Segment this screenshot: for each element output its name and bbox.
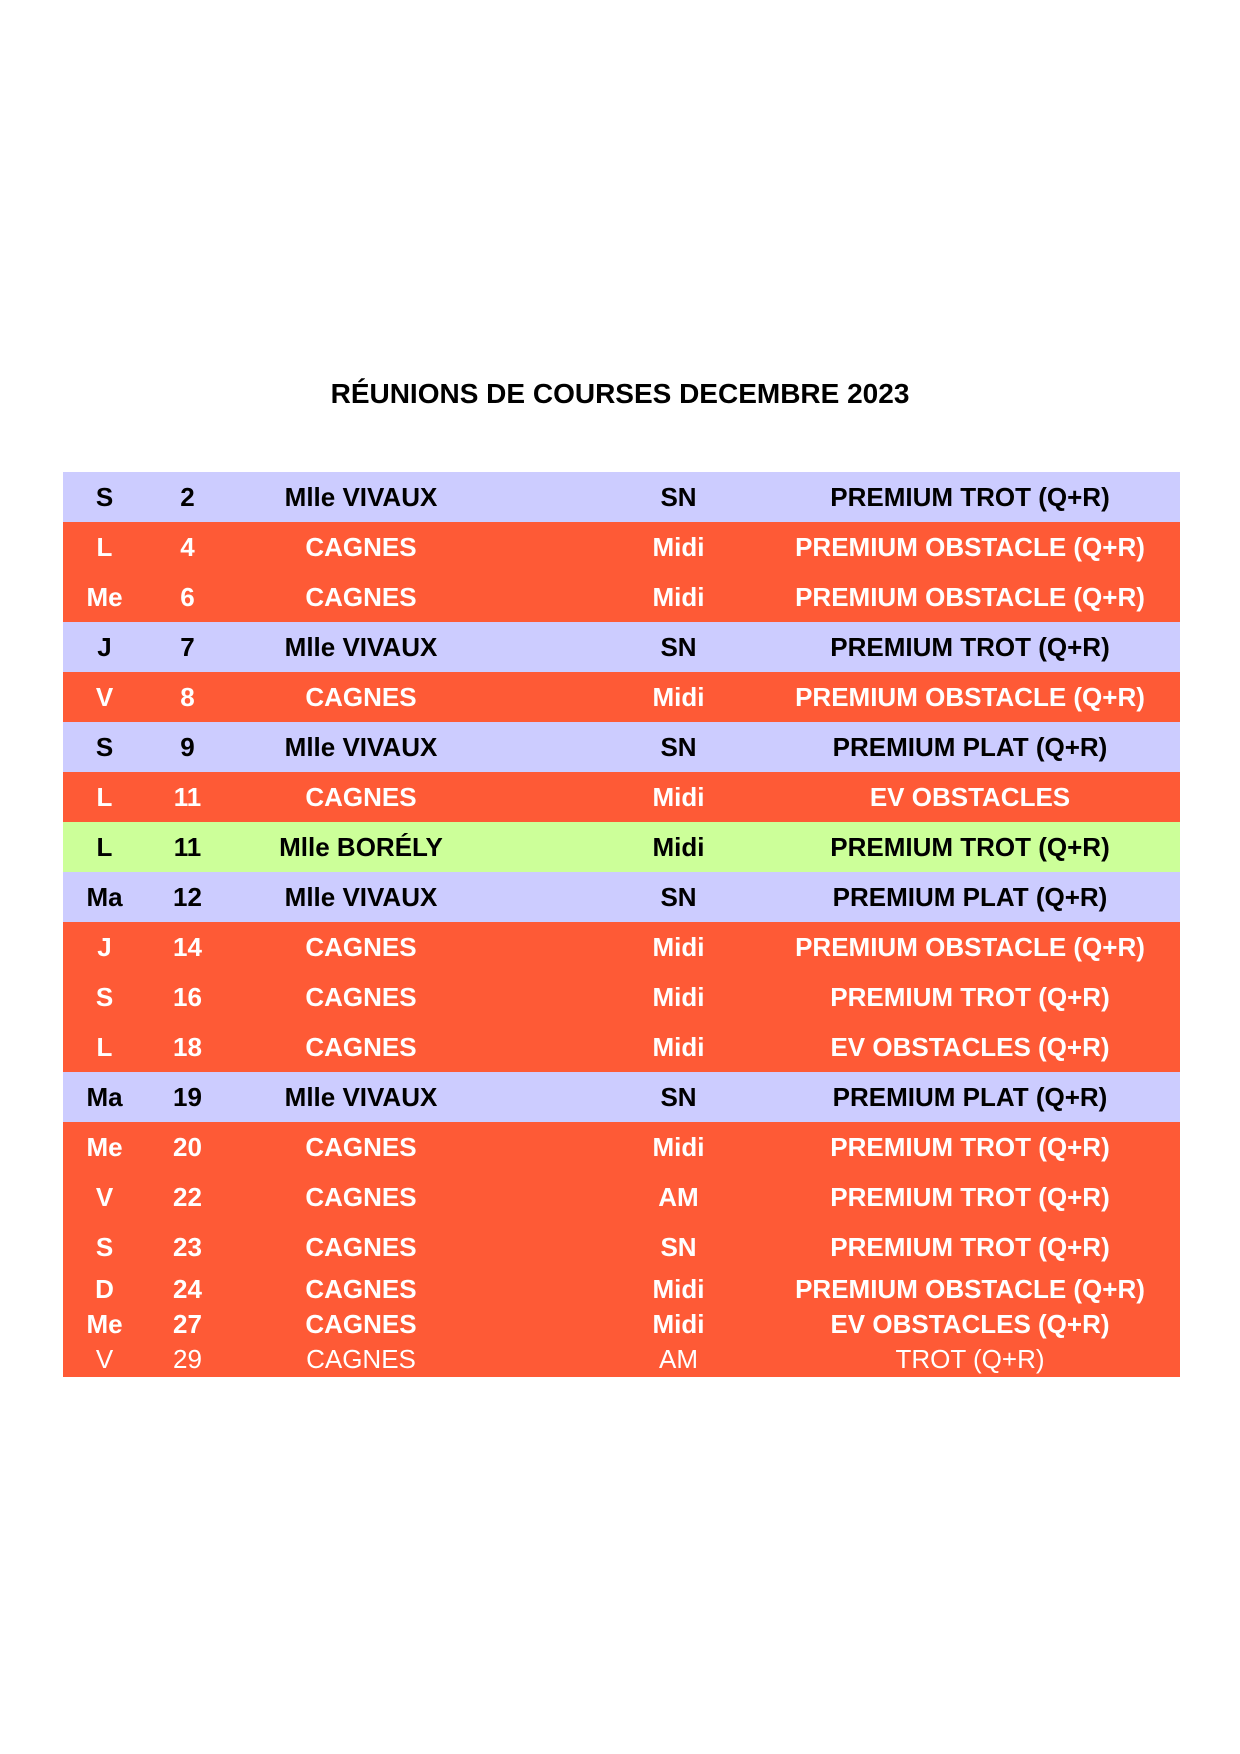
time-cell: AM — [658, 1182, 699, 1212]
day-cell: L — [96, 832, 113, 862]
venue-cell: CAGNES — [305, 682, 417, 712]
venue-cell: Mlle VIVAUX — [284, 1082, 438, 1112]
day-cell: S — [95, 1232, 114, 1262]
venue-cell: CAGNES — [305, 1309, 417, 1339]
venue-cell: CAGNES — [305, 1232, 417, 1262]
table-row — [63, 722, 1180, 772]
time-cell: Midi — [652, 1309, 705, 1339]
race-type-cell: EV OBSTACLES (Q+R) — [830, 1309, 1110, 1339]
day-cell: D — [95, 1274, 114, 1304]
venue-cell: CAGNES — [306, 1344, 416, 1374]
race-type-cell: PREMIUM TROT (Q+R) — [830, 1132, 1110, 1162]
table-row — [63, 622, 1180, 672]
venue-cell: CAGNES — [305, 532, 417, 562]
race-type-cell: PREMIUM TROT (Q+R) — [830, 832, 1110, 862]
day-cell: Ma — [86, 1082, 123, 1112]
time-cell: AM — [659, 1344, 698, 1374]
time-cell: Midi — [652, 982, 705, 1012]
race-type-cell: PREMIUM OBSTACLE (Q+R) — [795, 1274, 1145, 1304]
race-type-cell: PREMIUM OBSTACLE (Q+R) — [795, 532, 1145, 562]
day-cell: S — [95, 982, 114, 1012]
date-cell: 20 — [173, 1132, 202, 1162]
table-row — [63, 472, 1180, 522]
time-cell: Midi — [652, 782, 705, 812]
time-cell: SN — [660, 882, 697, 912]
time-cell: SN — [660, 482, 697, 512]
table-row — [63, 522, 1180, 572]
venue-cell: CAGNES — [305, 932, 417, 962]
race-type-cell: PREMIUM TROT (Q+R) — [830, 982, 1110, 1012]
venue-cell: Mlle VIVAUX — [284, 632, 438, 662]
day-cell: J — [97, 932, 112, 962]
date-cell: 27 — [173, 1309, 202, 1339]
date-cell: 19 — [173, 1082, 202, 1112]
day-cell: L — [96, 1032, 113, 1062]
time-cell: Midi — [652, 932, 705, 962]
time-cell: SN — [660, 732, 697, 762]
time-cell: SN — [660, 632, 697, 662]
race-type-cell: PREMIUM OBSTACLE (Q+R) — [795, 682, 1145, 712]
day-cell: V — [95, 682, 114, 712]
day-cell: V — [95, 1344, 114, 1374]
date-cell: 4 — [180, 532, 195, 562]
race-type-cell: PREMIUM PLAT (Q+R) — [832, 732, 1108, 762]
race-type-cell: PREMIUM TROT (Q+R) — [830, 1232, 1110, 1262]
date-cell: 16 — [173, 982, 202, 1012]
venue-cell: CAGNES — [305, 582, 417, 612]
race-type-cell: PREMIUM TROT (Q+R) — [830, 482, 1110, 512]
date-cell: 18 — [173, 1032, 202, 1062]
race-type-cell: PREMIUM OBSTACLE (Q+R) — [795, 932, 1145, 962]
table-row — [63, 1172, 1180, 1222]
venue-cell: Mlle VIVAUX — [284, 882, 438, 912]
table-row — [63, 1222, 1180, 1272]
time-cell: Midi — [652, 832, 705, 862]
race-type-cell: EV OBSTACLES (Q+R) — [830, 1032, 1110, 1062]
table-row — [63, 1272, 1180, 1307]
time-cell: Midi — [652, 1032, 705, 1062]
date-cell: 12 — [173, 882, 202, 912]
date-cell: 14 — [173, 932, 202, 962]
date-cell: 29 — [173, 1344, 202, 1374]
table-row — [63, 1342, 1180, 1377]
venue-cell: CAGNES — [305, 1182, 417, 1212]
venue-cell: CAGNES — [305, 1132, 417, 1162]
table-row — [63, 1072, 1180, 1122]
page-title: RÉUNIONS DE COURSES DECEMBRE 2023 — [330, 378, 910, 409]
day-cell: J — [97, 632, 112, 662]
day-cell: Me — [86, 1309, 123, 1339]
table-row — [63, 672, 1180, 722]
race-type-cell: PREMIUM OBSTACLE (Q+R) — [795, 582, 1145, 612]
venue-cell: Mlle VIVAUX — [284, 482, 438, 512]
table-row — [63, 1022, 1180, 1072]
venue-cell: CAGNES — [305, 982, 417, 1012]
race-type-cell: PREMIUM PLAT (Q+R) — [832, 1082, 1108, 1112]
time-cell: Midi — [652, 682, 705, 712]
day-cell: S — [95, 482, 114, 512]
time-cell: SN — [660, 1082, 697, 1112]
day-cell: Ma — [86, 882, 123, 912]
table-row — [63, 1122, 1180, 1172]
table-row — [63, 872, 1180, 922]
time-cell: Midi — [652, 1132, 705, 1162]
date-cell: 23 — [173, 1232, 202, 1262]
date-cell: 11 — [173, 782, 202, 812]
table-row — [63, 572, 1180, 622]
venue-cell: Mlle VIVAUX — [284, 732, 438, 762]
day-cell: L — [96, 532, 113, 562]
table-row — [63, 922, 1180, 972]
venue-cell: CAGNES — [305, 782, 417, 812]
race-type-cell: PREMIUM TROT (Q+R) — [830, 632, 1110, 662]
time-cell: Midi — [652, 1274, 705, 1304]
table-row — [63, 972, 1180, 1022]
date-cell: 6 — [180, 582, 195, 612]
day-cell: S — [95, 732, 114, 762]
race-schedule-table — [63, 472, 1180, 1377]
date-cell: 9 — [180, 732, 195, 762]
time-cell: SN — [660, 1232, 697, 1262]
table-row — [63, 1307, 1180, 1342]
date-cell: 7 — [180, 632, 195, 662]
venue-cell: CAGNES — [305, 1032, 417, 1062]
race-type-cell: PREMIUM PLAT (Q+R) — [832, 882, 1108, 912]
day-cell: V — [95, 1182, 114, 1212]
day-cell: Me — [86, 1132, 123, 1162]
date-cell: 24 — [173, 1274, 202, 1304]
table-row — [63, 772, 1180, 822]
table-row — [63, 822, 1180, 872]
date-cell: 2 — [180, 482, 195, 512]
venue-cell: Mlle BORÉLY — [279, 832, 443, 862]
date-cell: 8 — [180, 682, 195, 712]
race-type-cell: PREMIUM TROT (Q+R) — [830, 1182, 1110, 1212]
race-type-cell: TROT (Q+R) — [895, 1344, 1045, 1374]
day-cell: L — [96, 782, 113, 812]
time-cell: Midi — [652, 532, 705, 562]
venue-cell: CAGNES — [305, 1274, 417, 1304]
race-type-cell: EV OBSTACLES — [869, 782, 1071, 812]
date-cell: 11 — [173, 832, 202, 862]
day-cell: Me — [86, 582, 123, 612]
time-cell: Midi — [652, 582, 705, 612]
date-cell: 22 — [173, 1182, 202, 1212]
